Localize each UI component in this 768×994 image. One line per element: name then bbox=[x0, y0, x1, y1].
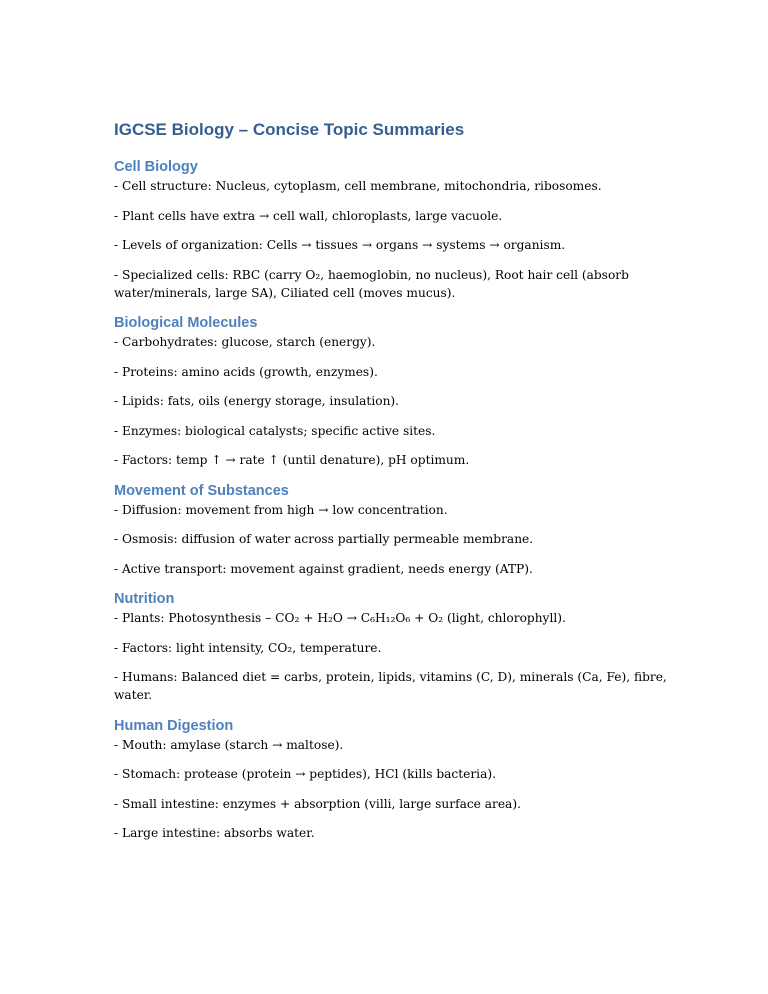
section-nutrition bbox=[114, 589, 674, 704]
document-page bbox=[114, 119, 674, 854]
bullet-item: - Factors: temp ↑ → rate ↑ (until denature), pH optimum. bbox=[114, 453, 470, 467]
bullet-item: - Osmosis: diffusion of water across partially permeable membrane. bbox=[114, 532, 534, 546]
bullet-item: - Large intestine: absorbs water. bbox=[114, 826, 315, 840]
section-heading: Cell Biology bbox=[114, 159, 198, 175]
bullet-item: - Levels of organization: Cells → tissues → organs → systems → organism. bbox=[114, 238, 566, 252]
section-biological-molecules bbox=[114, 313, 674, 469]
section-heading: Human Digestion bbox=[114, 717, 234, 734]
bullet-item: - Humans: Balanced diet = carbs, protein, lipids, vitamins (C, D), minerals (Ca, Fe), fibre, water. bbox=[114, 670, 667, 702]
bullet-item: - Specialized cells: RBC (carry O₂, haemoglobin, no nucleus), Root hair cell (absorb water/minerals, large SA), Ciliated cell (moves mucus). bbox=[114, 267, 629, 300]
bullet-item: - Lipids: fats, oils (energy storage, insulation). bbox=[114, 394, 400, 408]
bullet-item: - Plant cells have extra → cell wall, chloroplasts, large vacuole. bbox=[114, 208, 503, 223]
bullet-item: - Enzymes: biological catalysts; specific active sites. bbox=[114, 423, 436, 438]
bullet-item: - Proteins: amino acids (growth, enzymes). bbox=[114, 364, 378, 379]
bullet-item: - Small intestine: enzymes + absorption (villi, large surface area). bbox=[114, 796, 521, 811]
bullet-item: - Carbohydrates: glucose, starch (energy). bbox=[114, 335, 376, 349]
bullet-item: - Diffusion: movement from high → low concentration. bbox=[114, 502, 448, 517]
sections bbox=[114, 157, 674, 842]
bullet-item: - Stomach: protease (protein → peptides), HCl (kills bacteria). bbox=[114, 767, 496, 781]
section-heading: Nutrition bbox=[114, 591, 175, 607]
bullet-item: - Factors: light intensity, CO₂, temperature. bbox=[114, 640, 382, 655]
bullet-item: - Active transport: movement against gradient, needs energy (ATP). bbox=[114, 561, 533, 576]
bullet-item: - Plants: Photosynthesis – CO₂ + H₂O → C₆H₁₂O₆ + O₂ (light, chlorophyll). bbox=[114, 611, 566, 625]
bullet-item: - Mouth: amylase (starch → maltose). bbox=[114, 737, 344, 752]
bullet-item: - Cell structure: Nucleus, cytoplasm, cell membrane, mitochondria, ribosomes. bbox=[114, 179, 602, 193]
section-human-digestion bbox=[114, 716, 674, 843]
document-title: IGCSE Biology – Concise Topic Summaries bbox=[114, 120, 465, 139]
section-cell-biology bbox=[114, 157, 674, 302]
section-heading: Movement of Substances bbox=[114, 482, 289, 499]
section-movement-of-substances bbox=[114, 481, 674, 578]
section-heading: Biological Molecules bbox=[114, 315, 258, 331]
